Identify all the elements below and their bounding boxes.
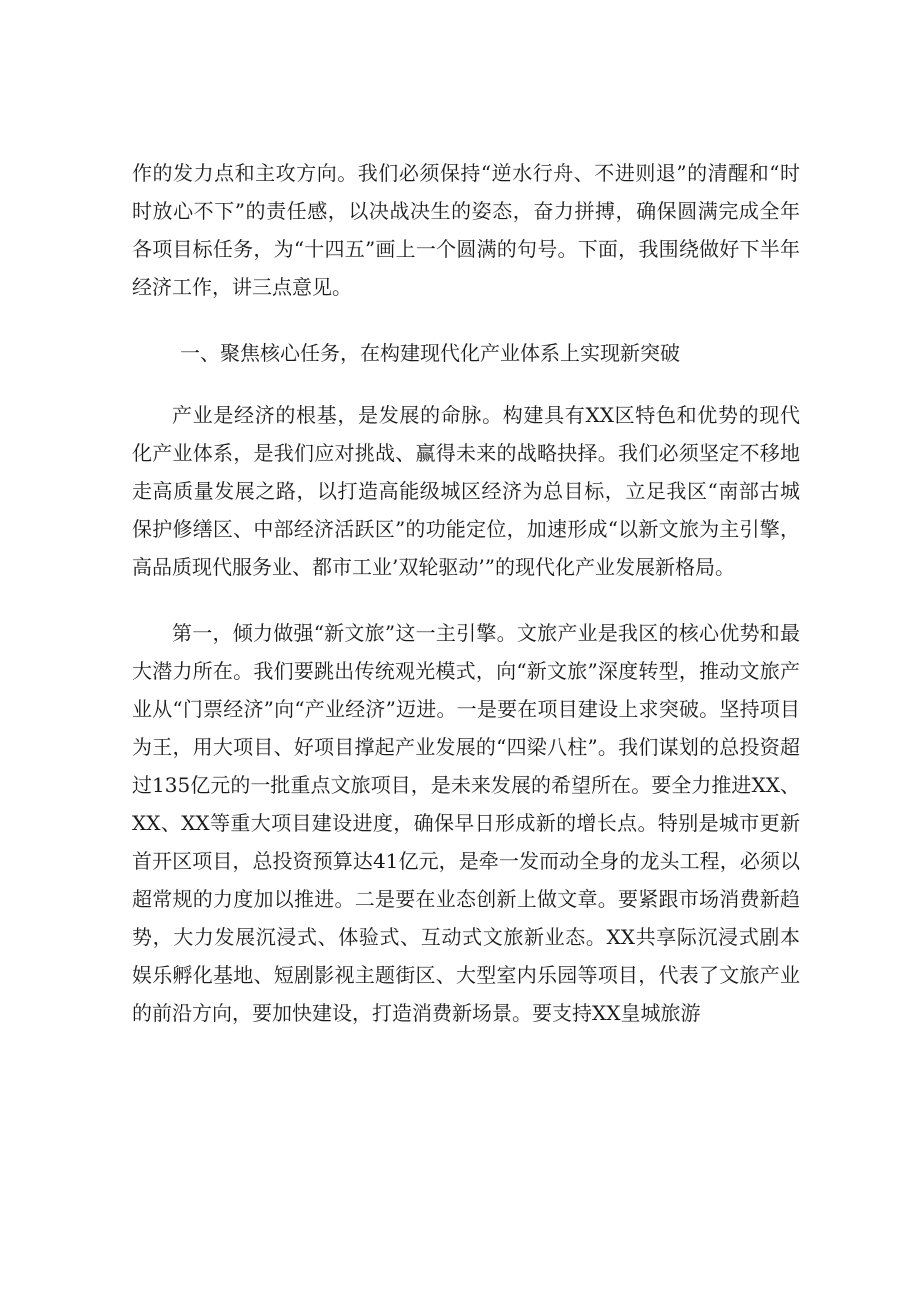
paragraph-new-tourism: 第一，倾力做强“新文旅”这一主引擎。文旅产业是我区的核心优势和最大潜力所在。我们要跳出传统观光模式，向“新文旅”深度转型，推动文旅产业从“门票经济”向“产业经济”迈进。一是要在项目建设上求突破。坚持项目为王，用大项目、好项目撑起产业发展的“四梁八柱”。我们谋划的总投资超过135亿元的一批重点文旅项目，是未来发展的希望所在。要全力推进XX、XX、XX等重大项目建设进度，确保早日形成新的增长点。特别是城市更新首开区项目，总投资预算达41亿元，是牵一发而动全身的龙头工程，必须以超常规的力度加以推进。二是要在业态创新上做文章。要紧跟市场消费新趋势，大力发展沉浸式、体验式、互动式文旅新业态。XX共享际沉浸式剧本娱乐孵化基地、短剧影视主题街区、大型室内乐园等项目，代表了文旅产业的前沿方向，要加快建设，打造消费新场景。要支持XX皇城旅游 [132,621,800,1025]
paragraph-continuation: 作的发力点和主攻方向。我们必须保持“逆水行舟、不进则退”的清醒和“时时放心不下”的责任感，以决战决生的姿态，奋力拼搏，确保圆满完成全年各项目标任务，为“十四五”画上一个圆满的句号。下面，我围绕做好下半年经济工作，讲三点意见。 [132,161,800,299]
paragraph-industry-foundation: 产业是经济的根基，是发展的命脉。构建具有XX区特色和优势的现代化产业体系，是我们应对挑战、赢得未来的战略抉择。我们必须坚定不移地走高质量发展之路，以打造高能级城区经济为总目标，立足我区“南部古城保护修缮区、中部经济活跃区”的功能定位，加速形成“以新文旅为主引擎，高品质现代服务业、都市工业’双轮驱动’”的现代化产业发展新格局。 [132,403,800,579]
section-heading: 一、聚焦核心任务，在构建现代化产业体系上实现新突破 [180,341,680,365]
document-body [132,154,800,1032]
